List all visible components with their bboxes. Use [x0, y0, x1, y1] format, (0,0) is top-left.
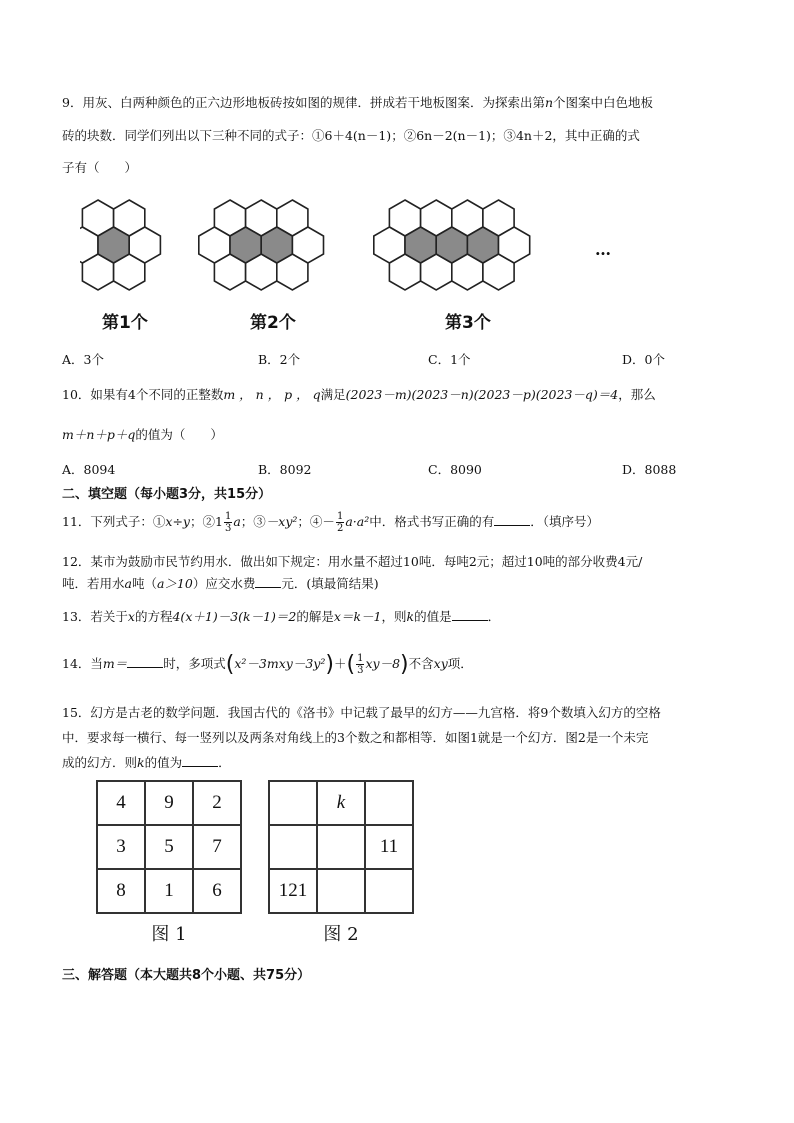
magic-square-2-cell — [317, 869, 365, 913]
gray-hexagon-tile — [405, 227, 436, 263]
q10-line1: 10．如果有4个不同的正整数m ， n ， p ， q满足(2023－m)(2023－n)(2023－p)(2023－q)＝4，那么 — [62, 387, 656, 402]
magic-square-1-grid — [96, 780, 242, 914]
q15-line2: 中．要求每一横行、每一竖列以及两条对角线上的3个数之和都相等．如图1就是一个幻方．图2是一个未完 — [62, 730, 649, 745]
magic-square-1-cell: 7 — [193, 825, 241, 869]
ellipsis: … — [595, 240, 611, 259]
magic-square-1-cell: 8 — [97, 869, 145, 913]
magic-square-1-cell: 4 — [97, 781, 145, 825]
white-hexagon-tile — [499, 227, 530, 263]
q14-answer-blank — [127, 655, 163, 668]
magic-square-2-cell — [269, 781, 317, 825]
magic-square-1-row — [97, 781, 241, 825]
q14-line: 14．当m＝ 时，多项式(x²－3mxy－3y²)＋( $\frac{1}{3}$ xy－8)不含xy项． — [62, 652, 473, 677]
q15-answer-blank — [182, 754, 218, 767]
magic-square-2-row — [269, 825, 413, 869]
q10-option-a: A．8094 — [62, 462, 116, 477]
hexagon-tiling-figure — [80, 190, 640, 344]
magic-square-2-row — [269, 781, 413, 825]
q9-line3: 子有（ ） — [62, 160, 138, 175]
magic-square-1-cell: 5 — [145, 825, 193, 869]
figure-label-3: 第3个 — [445, 313, 491, 333]
q10-line2: m＋n＋p＋q的值为（ ） — [62, 427, 223, 442]
q12-answer-blank — [255, 575, 281, 588]
magic-square-2-grid — [268, 780, 414, 914]
figure-label-2: 第2个 — [250, 313, 296, 333]
q10-option-c: C．8090 — [428, 462, 482, 477]
q9-line1: 9．用灰、白两种颜色的正六边形地板砖按如图的规律．拼成若干地板图案．为探索出第n个图案中白色地板 — [62, 95, 654, 110]
q13-line: 13．若关于x的方程4(x＋1)－3(k－1)＝2的解是x＝k－1，则k的值是 ． — [62, 609, 501, 624]
q13-answer-blank — [452, 608, 488, 621]
magic-square-1-cell: 6 — [193, 869, 241, 913]
magic-square-2-cell — [365, 781, 413, 825]
white-hexagon-tile — [199, 227, 230, 263]
q11-answer-blank — [494, 513, 530, 526]
magic-square-1-cell: 3 — [97, 825, 145, 869]
q11-line: 11．下列式子：①x÷y；②1 $\frac{1}{3}$ a；③－xy²；④－ $\frac{1}{2}$ a·a²中．格式书写正确的有 ．（填序号） — [62, 511, 599, 534]
magic-square-1-caption: 图 1 — [151, 924, 187, 945]
q11-fraction-1: $\frac{1}{3}$ — [224, 511, 232, 534]
white-hexagon-tile — [374, 227, 405, 263]
section-2-heading: 二、填空题（每小题3分，共15分） — [62, 487, 272, 502]
magic-square-1-cell: 1 — [145, 869, 193, 913]
gray-hexagon-tile — [230, 227, 261, 263]
q15-line3: 成的幻方．则k的值为 ． — [62, 755, 231, 770]
q12-line1: 12．某市为鼓励市民节约用水．做出如下规定：用水量不超过10吨．每吨2元；超过10吨的部分收费4元/ — [62, 554, 643, 569]
q9-option-b: B．2个 — [258, 352, 301, 367]
magic-square-2-cell: 11 — [365, 825, 413, 869]
gray-hexagon-tile — [98, 227, 129, 263]
magic-square-1-cell: 9 — [145, 781, 193, 825]
magic-square-2-cell — [317, 825, 365, 869]
q12-line2: 吨．若用水a吨（a＞10）应交水费 元．(填最简结果) — [62, 576, 379, 591]
magic-square-figure-2 — [268, 780, 414, 946]
magic-square-1-row — [97, 869, 241, 913]
q10-option-b: B．8092 — [258, 462, 312, 477]
magic-square-figure-1 — [96, 780, 242, 946]
magic-square-1-cell: 2 — [193, 781, 241, 825]
magic-square-1-row — [97, 825, 241, 869]
magic-square-2-cell — [365, 869, 413, 913]
figure-label-1: 第1个 — [102, 313, 148, 333]
q10-option-d: D．8088 — [622, 462, 677, 477]
q14-fraction: $\frac{1}{3}$ — [357, 653, 364, 676]
magic-square-2-cell — [269, 825, 317, 869]
magic-square-2-cell: k — [317, 781, 365, 825]
q9-line2: 砖的块数．同学们列出以下三种不同的式子：①6＋4(n－1)；②6n－2(n－1)；③4n＋2，其中正确的式 — [62, 128, 640, 143]
q11-fraction-2: $\frac{1}{2}$ — [336, 511, 344, 534]
hexagon-tiles-svg — [80, 190, 640, 340]
gray-hexagon-tile — [436, 227, 467, 263]
magic-square-2-caption: 图 2 — [323, 924, 359, 945]
q15-line1: 15．幻方是古老的数学问题．我国古代的《洛书》中记载了最早的幻方——九宫格．将9个数填入幻方的空格 — [62, 705, 661, 720]
gray-hexagon-tile — [261, 227, 292, 263]
q9-option-d: D．0个 — [622, 352, 665, 367]
q9-option-a: A．3个 — [62, 352, 104, 367]
white-hexagon-tile — [292, 227, 323, 263]
magic-square-2-cell: 121 — [269, 869, 317, 913]
section-3-heading: 三、解答题（本大题共8个小题、共75分） — [62, 968, 311, 983]
gray-hexagon-tile — [467, 227, 498, 263]
white-hexagon-tile — [129, 227, 160, 263]
q9-option-c: C．1个 — [428, 352, 471, 367]
magic-square-2-row — [269, 869, 413, 913]
